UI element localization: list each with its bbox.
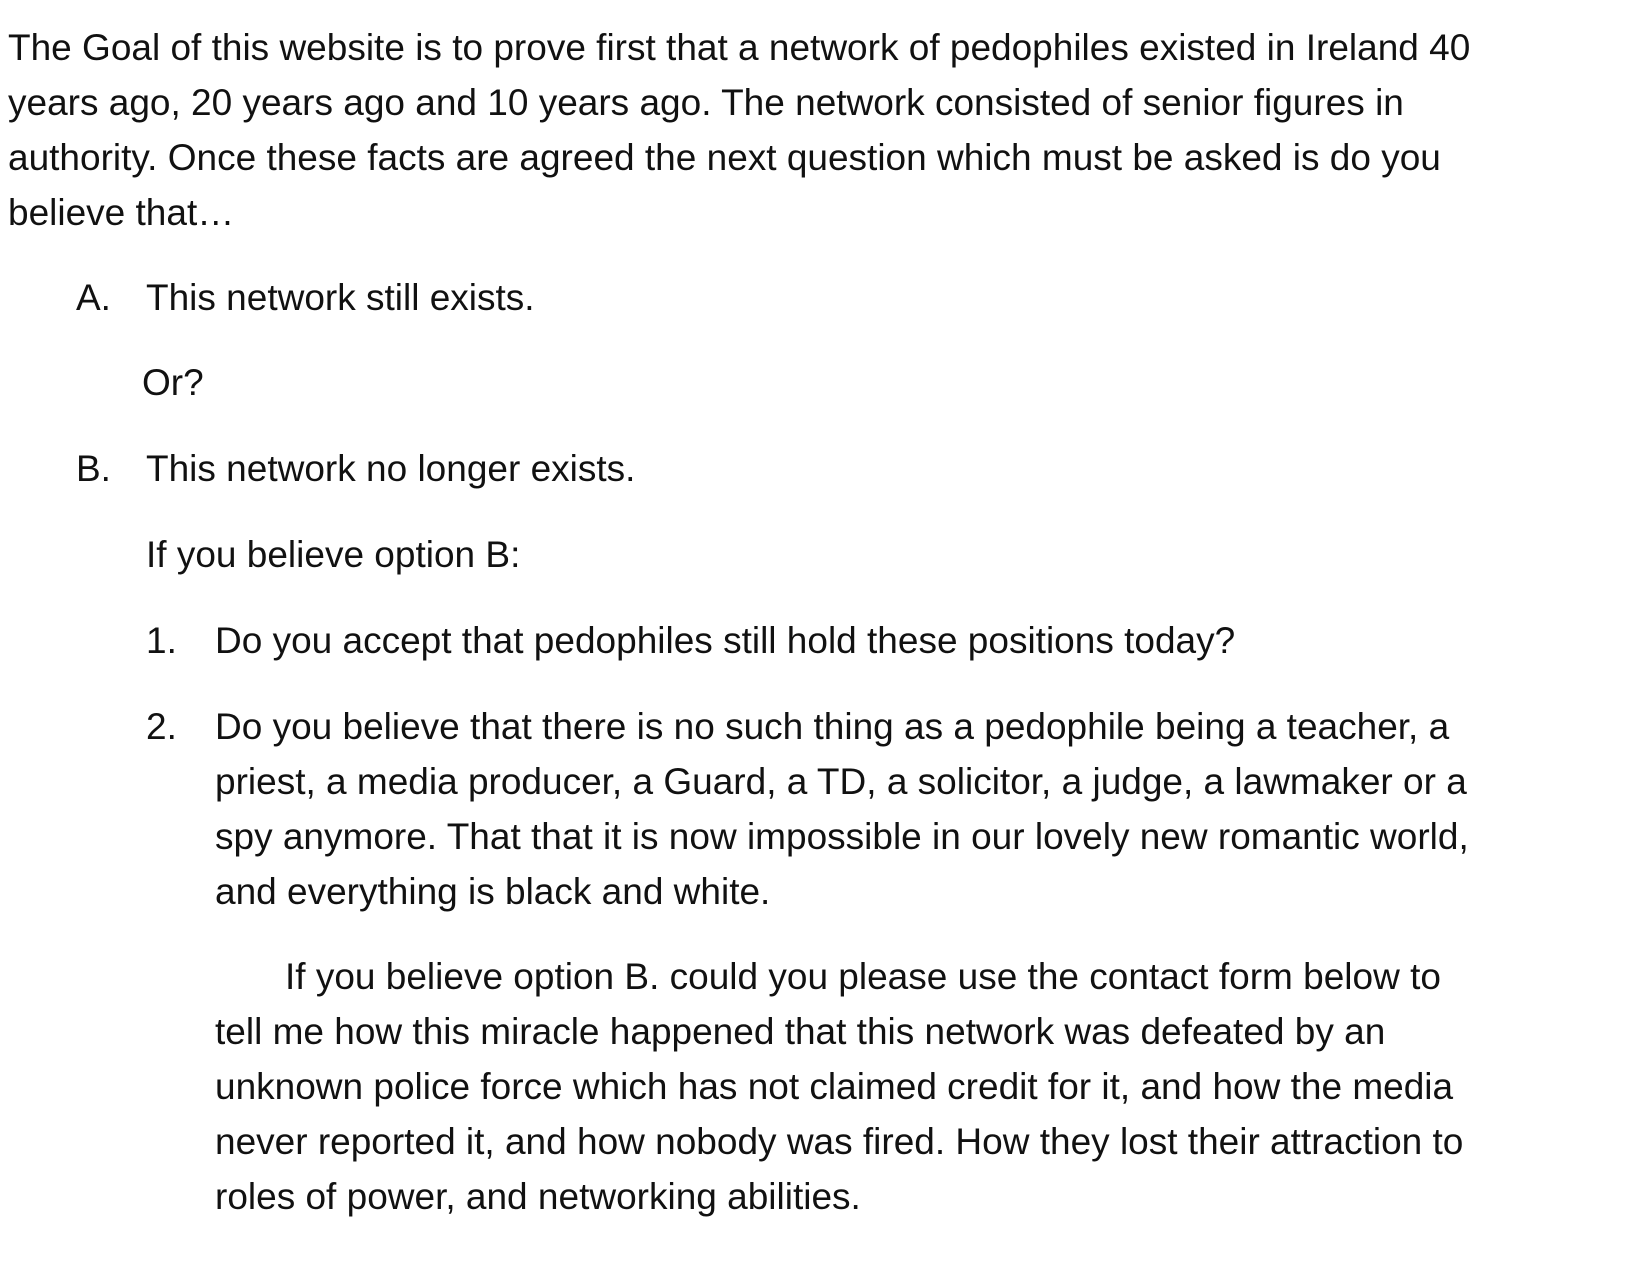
- closing-line: tell me how this miracle happened that this network was defeated by an: [215, 1011, 1386, 1052]
- closing-line: unknown police force which has not claimed credit for it, and how the media: [215, 1066, 1454, 1107]
- option-b-text: This network no longer exists.: [146, 448, 636, 489]
- intro-line: The Goal of this website is to prove first that a network of pedophiles existed in Ireland 40: [8, 27, 1471, 68]
- intro-paragraph: [8, 20, 1608, 240]
- intro-line: authority. Once these facts are agreed the next question which must be asked is do you: [8, 137, 1441, 178]
- closing-paragraph: [215, 949, 1463, 1224]
- or-text: Or?: [142, 362, 204, 403]
- question-2-line: priest, a media producer, a Guard, a TD, a solicitor, a judge, a lawmaker or a: [215, 761, 1467, 802]
- question-2-line: and everything is black and white.: [215, 871, 771, 912]
- option-a-marker: A.: [76, 277, 111, 318]
- option-b-marker: B.: [76, 448, 111, 489]
- option-b-heading: If you believe option B:: [146, 534, 521, 575]
- question-1-marker: 1.: [146, 620, 177, 661]
- intro-line: believe that…: [8, 192, 235, 233]
- option-a-text: This network still exists.: [146, 277, 535, 318]
- closing-line: If you believe option B. could you please use the contact form below to: [285, 956, 1441, 997]
- question-2-marker: 2.: [146, 706, 177, 747]
- question-2-line: spy anymore. That that it is now impossible in our lovely new romantic world,: [215, 816, 1469, 857]
- intro-line: years ago, 20 years ago and 10 years ago. The network consisted of senior figures in: [8, 82, 1404, 123]
- question-2-text: [215, 699, 1469, 919]
- question-1-text: Do you accept that pedophiles still hold these positions today?: [215, 620, 1236, 661]
- closing-line: roles of power, and networking abilities.: [215, 1176, 861, 1217]
- question-2-line: Do you believe that there is no such thing as a pedophile being a teacher, a: [215, 706, 1450, 747]
- closing-line: never reported it, and how nobody was fired. How they lost their attraction to: [215, 1121, 1464, 1162]
